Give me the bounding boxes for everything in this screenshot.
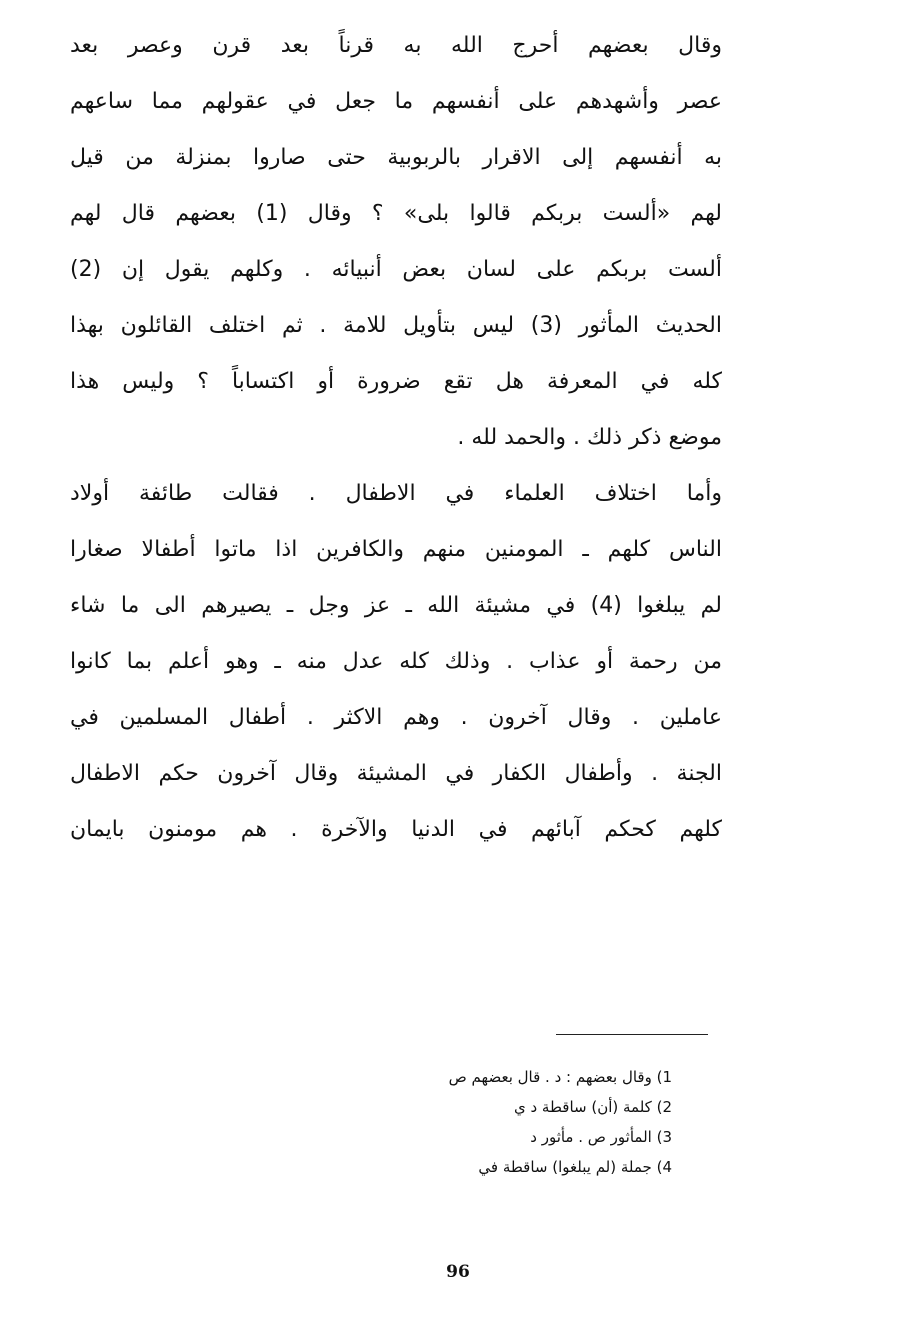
footnote-divider [556, 1034, 708, 1035]
text-line: الجنة . وأطفال الكفار في المشيئة وقال آخرون حكم الاطفال [70, 761, 722, 786]
text-line: عصر وأشهدهم على أنفسهم ما جعل في عقولهم مما ساعهم [70, 89, 722, 114]
text-line: الحديث المأثور (3) ليس بتأويل للامة . ثم اختلف القائلون بهذا [70, 313, 722, 338]
footnotes [310, 1062, 672, 1182]
paragraph [70, 466, 722, 858]
text-line: الناس كلهم ـ المومنين منهم والكافرين اذا ماتوا أطفالا صغارا [70, 537, 722, 562]
text-line: لهم «ألست بربكم قالوا بلى» ؟ وقال (1) بعضهم قال لهم [70, 201, 722, 226]
text-line: لم يبلغوا (4) في مشيئة الله ـ عز وجل ـ يصيرهم الى ما شاء [70, 593, 722, 618]
text-line: به أنفسهم إلى الاقرار بالربوبية حتى صاروا بمنزلة من قيل [70, 145, 722, 170]
text-line: كلهم كحكم آبائهم في الدنيا والآخرة . هم مومنون بايمان [70, 817, 722, 842]
text-line: عاملين . وقال آخرون . وهم الاكثر . أطفال المسلمين في [70, 705, 722, 730]
footnote: 1) وقال بعضهم : د . قال بعضهم ص [448, 1068, 672, 1086]
text-line: وأما اختلاف العلماء في الاطفال . فقالت طائفة أولاد [70, 481, 722, 506]
footnote: 2) كلمة (أن) ساقطة د ي [513, 1098, 672, 1116]
footnote: 4) جملة (لم يبلغوا) ساقطة في [478, 1158, 672, 1176]
footnote: 3) المأثور ص . مأثور د [530, 1128, 672, 1146]
page-number: 96 [446, 1262, 470, 1282]
text-line: موضع ذكر ذلك . والحمد لله . [457, 425, 722, 450]
text-line: ألست بربكم على لسان بعض أنبيائه . وكلهم يقول إن (2) [70, 257, 722, 282]
text-line: وقال بعضهم أحرج الله به قرناً بعد قرن وعصر بعد [70, 33, 722, 58]
text-line: كله في المعرفة هل تقع ضرورة أو اكتساباً ؟ وليس هذا [70, 369, 722, 394]
paragraph [70, 18, 722, 466]
text-line: من رحمة أو عذاب . وذلك كله عدل منه ـ وهو أعلم بما كانوا [70, 649, 722, 674]
